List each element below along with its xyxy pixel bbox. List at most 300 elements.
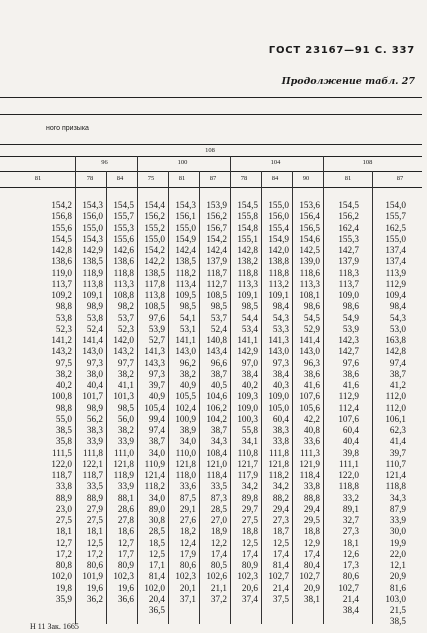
table-cell: 97,6: [148, 312, 165, 323]
table-cell: 102,7: [299, 571, 320, 582]
table-cell: 154,3: [82, 200, 103, 210]
table-cell: 138,5: [175, 256, 196, 267]
table-cell: 143,0: [82, 346, 103, 357]
table-cell: 113,9: [385, 267, 406, 278]
data-column-11: [378, 200, 406, 628]
table-cell: 33,8: [272, 436, 289, 447]
table-cell: 88,1: [117, 492, 134, 503]
table-cell: 155,0: [268, 200, 289, 210]
data-column-1: [44, 200, 72, 605]
table-cell: 141,3: [268, 335, 289, 345]
table-cell: 27,3: [272, 515, 289, 525]
table-cell: 156,4: [299, 211, 320, 222]
table-cell: 102,3: [237, 571, 258, 582]
table-cell: 154,0: [385, 200, 406, 210]
table-cell: 39,7: [148, 380, 165, 390]
table-cell: 101,3: [113, 391, 134, 402]
table-cell: 121,8: [113, 458, 134, 469]
table-cell: 102,4: [175, 402, 196, 413]
table-cell: 101,7: [82, 391, 103, 402]
table-cell: 28,5: [148, 526, 165, 537]
rule-under-title: [0, 114, 422, 115]
table-cell: 23,0: [55, 503, 72, 514]
table-cell: 81,6: [389, 582, 406, 593]
table-cell: 12,5: [241, 537, 258, 548]
table-cell: 98,5: [117, 402, 134, 413]
table-cell: 100,8: [51, 391, 72, 402]
table-cell: 155,7: [113, 211, 134, 222]
table-cell: 122,1: [82, 458, 103, 469]
table-cell: 29,4: [272, 503, 289, 514]
table-cell: 38,3: [86, 425, 103, 435]
table-cell: 88,2: [272, 492, 289, 503]
subheader-2: 78: [86, 175, 94, 182]
table-cell: 96,6: [210, 357, 227, 368]
table-cell: 118,8: [338, 481, 359, 492]
table-cell: 33,6: [303, 436, 320, 447]
table-cell: 142,0: [268, 245, 289, 255]
table-cell: 98,5: [241, 301, 258, 312]
table-cell: 80,6: [179, 560, 196, 570]
table-cell: 103,0: [385, 593, 406, 604]
table-cell: 39,8: [342, 447, 359, 458]
table-cell: 143,0: [299, 346, 320, 357]
table-cell: 98,2: [117, 301, 134, 312]
table-cell: 80,9: [241, 560, 258, 570]
table-cell: 19,9: [389, 537, 406, 548]
table-cell: 40,9: [148, 391, 165, 402]
table-cell: 101,9: [82, 571, 103, 582]
table-cell: 155,6: [113, 233, 134, 244]
table-cell: 34,0: [148, 447, 165, 458]
table-cell: 56,2: [86, 413, 103, 424]
table-cell: 98,8: [55, 301, 72, 312]
table-continuation-title: Продолжение табл. 27: [281, 76, 415, 87]
table-cell: 38,2: [117, 368, 134, 379]
table-cell: 87,3: [210, 492, 227, 503]
table-cell: 102,3: [175, 571, 196, 582]
table-cell: 156,1: [175, 211, 196, 222]
table-cell: 98,5: [179, 301, 196, 312]
table-cell: 17,3: [342, 560, 359, 570]
table-cell: 154,5: [237, 200, 258, 210]
table-cell: 12,5: [86, 537, 103, 548]
table-cell: 118,6: [299, 267, 320, 278]
table-cell: 140,8: [206, 335, 227, 345]
table-cell: 102,3: [113, 571, 134, 582]
table-cell: 17,2: [55, 548, 72, 559]
table-cell: 21,4: [272, 582, 289, 593]
table-cell: 154,3: [175, 200, 196, 210]
table-cell: 21,4: [342, 593, 359, 604]
table-cell: 118,8: [113, 267, 134, 278]
table-cell: 121,7: [237, 458, 258, 469]
table-cell: 121,4: [144, 470, 165, 480]
table-cell: 96,3: [303, 357, 320, 368]
table-cell: 111,0: [114, 447, 134, 458]
table-cell: 111,8: [269, 447, 289, 458]
table-cell: 142,5: [299, 245, 320, 255]
table-cell: 33,5: [210, 481, 227, 492]
table-cell: 100,3: [237, 413, 258, 424]
table-cell: 154,6: [299, 233, 320, 244]
table-cell: 80,4: [303, 560, 320, 570]
table-cell: 108,8: [113, 290, 134, 300]
table-cell: 34,3: [210, 436, 227, 447]
table-cell: 111,1: [339, 458, 359, 469]
table-cell: 97,5: [55, 357, 72, 368]
table-cell: 40,2: [55, 380, 72, 390]
table-cell: 98,9: [86, 402, 103, 413]
table-cell: 162,5: [385, 222, 406, 233]
table-cell: 141,2: [51, 335, 72, 345]
table-cell: 41,6: [303, 380, 320, 390]
table-cell: 142,2: [144, 256, 165, 267]
table-cell: 118,4: [299, 470, 320, 480]
table-cell: 118,8: [268, 267, 289, 278]
table-cell: 17,4: [241, 548, 258, 559]
table-cell: 29,1: [179, 503, 196, 514]
table-cell: 38,3: [272, 425, 289, 435]
table-cell: 54,5: [303, 312, 320, 323]
table-cell: 141,3: [144, 346, 165, 357]
table-cell: 56,0: [117, 413, 134, 424]
table-cell: 113,4: [175, 278, 196, 289]
table-cell: 121,0: [206, 458, 227, 469]
table-cell: 53,9: [148, 323, 165, 334]
table-cell: 139,0: [299, 256, 320, 267]
table-cell: 29,7: [241, 503, 258, 514]
table-cell: 143,2: [113, 346, 134, 357]
data-column-3: [106, 200, 134, 605]
table-cell: 118,4: [206, 470, 227, 480]
table-cell: 38,7: [389, 368, 406, 379]
table-cell: 97,3: [272, 357, 289, 368]
table-cell: 155,1: [237, 233, 258, 244]
table-cell: 60,4: [272, 413, 289, 424]
table-cell: 108,4: [206, 447, 227, 458]
table-cell: 109,0: [268, 391, 289, 402]
table-cell: 155,0: [82, 222, 103, 233]
table-cell: 121,8: [268, 458, 289, 469]
table-cell: 53,3: [272, 323, 289, 334]
table-cell: 81,4: [272, 560, 289, 570]
table-cell: 154,9: [268, 233, 289, 244]
table-cell: 112,9: [338, 391, 359, 402]
table-cell: 27,5: [86, 515, 103, 525]
table-cell: 34,0: [179, 436, 196, 447]
table-cell: 105,6: [299, 402, 320, 413]
table-cell: 153,6: [299, 200, 320, 210]
table-cell: 142,9: [237, 346, 258, 357]
table-cell: 87,5: [179, 492, 196, 503]
table-cell: 112,0: [385, 402, 406, 413]
table-cell: 52,7: [148, 335, 165, 345]
table-cell: 30,0: [389, 526, 406, 537]
table-cell: 104,6: [206, 391, 227, 402]
table-cell: 137,4: [385, 245, 406, 255]
table-cell: 162,4: [338, 222, 359, 233]
table-cell: 88,8: [303, 492, 320, 503]
table-cell: 105,0: [268, 402, 289, 413]
table-cell: 12,1: [389, 560, 406, 570]
table-cell: 37,4: [241, 593, 258, 604]
table-cell: 12,5: [272, 537, 289, 548]
table-cell: 138,8: [268, 256, 289, 267]
table-cell: 97,7: [117, 357, 134, 368]
table-cell: 12,4: [179, 537, 196, 548]
table-cell: 38,9: [179, 425, 196, 435]
table-cell: 88,9: [86, 492, 103, 503]
table-cell: 53,8: [55, 312, 72, 323]
table-cell: 34,0: [148, 492, 165, 503]
table-cell: 143,0: [268, 346, 289, 357]
table-cell: 19,6: [117, 582, 134, 593]
table-cell: 97,3: [86, 357, 103, 368]
table-cell: 154,4: [144, 200, 165, 210]
table-cell: 122,0: [51, 458, 72, 469]
table-cell: 113,7: [338, 278, 359, 289]
table-cell: 52,9: [303, 323, 320, 334]
subheader-8: 84: [271, 175, 279, 182]
table-cell: 109,3: [237, 391, 258, 402]
data-column-7: [230, 200, 258, 605]
table-cell: 17,9: [179, 548, 196, 559]
table-cell: 102,0: [144, 582, 165, 593]
table-cell: 33,2: [342, 492, 359, 503]
table-cell: 52,4: [86, 323, 103, 334]
table-cell: 55,8: [241, 425, 258, 435]
table-cell: 142,7: [338, 245, 359, 255]
table-cell: 18,8: [303, 526, 320, 537]
table-cell: 143,2: [51, 346, 72, 357]
table-cell: 33,9: [117, 481, 134, 492]
table-cell: 38,6: [342, 368, 359, 379]
table-cell: 88,9: [55, 492, 72, 503]
table-cell: 113,3: [299, 278, 320, 289]
table-cell: 18,5: [148, 537, 165, 548]
table-cell: 38,7: [148, 436, 165, 447]
table-cell: 60,4: [342, 425, 359, 435]
table-cell: 100,9: [175, 413, 196, 424]
table-cell: 53,0: [389, 323, 406, 334]
table-cell: 109,1: [82, 290, 103, 300]
column-rule-j: [372, 171, 373, 624]
table-cell: 27,5: [55, 515, 72, 525]
table-cell: 121,9: [299, 458, 320, 469]
table-cell: 98,9: [86, 301, 103, 312]
table-cell: 80,6: [86, 560, 103, 570]
table-cell: 143,4: [206, 346, 227, 357]
table-cell: 38,5: [389, 616, 406, 627]
table-cell: 18,9: [210, 526, 227, 537]
table-cell: 107,6: [338, 413, 359, 424]
table-cell: 99,4: [148, 413, 165, 424]
table-cell: 142,0: [113, 335, 134, 345]
group-label-108: 108: [362, 159, 373, 166]
table-cell: 17,1: [148, 560, 165, 570]
table-cell: 33,9: [86, 436, 103, 447]
table-cell: 155,0: [175, 222, 196, 233]
table-cell: 155,0: [385, 233, 406, 244]
table-cell: 38,4: [272, 368, 289, 379]
data-column-10: [331, 200, 359, 616]
table-cell: 30,8: [148, 515, 165, 525]
table-cell: 155,6: [51, 222, 72, 233]
table-cell: 142,4: [206, 245, 227, 255]
table-cell: 40,8: [303, 425, 320, 435]
table-cell: 113,7: [51, 278, 72, 289]
table-cell: 54,3: [272, 312, 289, 323]
table-cell: 53,9: [342, 323, 359, 334]
table-cell: 54,9: [342, 312, 359, 323]
table-cell: 28,5: [210, 503, 227, 514]
table-cell: 138,6: [113, 256, 134, 267]
standard-reference: ГОСТ 23167—91 С. 337: [268, 45, 415, 56]
table-cell: 39,7: [389, 447, 406, 458]
table-cell: 18,6: [117, 526, 134, 537]
table-cell: 141,4: [82, 335, 103, 345]
table-cell: 156,7: [206, 222, 227, 233]
table-cell: 107,6: [299, 391, 320, 402]
table-cell: 33,6: [179, 481, 196, 492]
table-cell: 81,4: [148, 571, 165, 582]
table-cell: 118,0: [175, 470, 196, 480]
table-cell: 118,2: [175, 267, 196, 278]
table-cell: 17,4: [272, 548, 289, 559]
table-cell: 36,6: [117, 593, 134, 604]
table-cell: 105,4: [144, 402, 165, 413]
table-cell: 12,7: [55, 537, 72, 548]
table-cell: 156,2: [338, 211, 359, 222]
table-cell: 19,6: [86, 582, 103, 593]
table-cell: 33,8: [55, 481, 72, 492]
table-cell: 17,7: [117, 548, 134, 559]
table-cell: 27,0: [210, 515, 227, 525]
table-cell: 155,4: [268, 222, 289, 233]
table-cell: 154,5: [338, 200, 359, 210]
table-cell: 12,6: [342, 548, 359, 559]
table-cell: 18,7: [272, 526, 289, 537]
table-cell: 98,4: [272, 301, 289, 312]
table-cell: 110,0: [175, 447, 196, 458]
table-cell: 53,1: [179, 323, 196, 334]
table-cell: 40,2: [241, 380, 258, 390]
table-cell: 80,8: [55, 560, 72, 570]
table-cell: 97,0: [241, 357, 258, 368]
table-cell: 22,0: [389, 548, 406, 559]
table-cell: 154,2: [51, 200, 72, 210]
table-cell: 156,0: [268, 211, 289, 222]
table-cell: 96,2: [179, 357, 196, 368]
rule-top: [0, 97, 422, 98]
table-cell: 32,7: [342, 515, 359, 525]
data-column-6: [199, 200, 227, 605]
table-cell: 154,2: [206, 233, 227, 244]
group-label-100: 100: [177, 159, 188, 166]
group-label-96: 96: [101, 159, 108, 166]
table-cell: 102,7: [338, 582, 359, 593]
table-cell: 37,2: [210, 593, 227, 604]
table-cell: 80,9: [117, 560, 134, 570]
table-cell: 27,6: [179, 515, 196, 525]
table-cell: 142,4: [175, 245, 196, 255]
table-cell: 21,5: [389, 605, 406, 615]
table-cell: 113,2: [268, 278, 289, 289]
table-cell: 142,7: [338, 346, 359, 357]
table-cell: 33,5: [86, 481, 103, 492]
table-cell: 52,3: [117, 323, 134, 334]
group-row-top-rule: [0, 156, 422, 157]
table-cell: 109,1: [237, 290, 258, 300]
column-rule-i: [323, 156, 324, 624]
table-cell: 38,2: [55, 368, 72, 379]
table-cell: 42,2: [303, 413, 320, 424]
table-cell: 113,8: [82, 278, 103, 289]
table-cell: 38,7: [210, 425, 227, 435]
table-cell: 97,4: [148, 425, 165, 435]
table-cell: 41,4: [389, 436, 406, 447]
table-cell: 106,2: [206, 402, 227, 413]
table-cell: 38,0: [86, 368, 103, 379]
subheader-top-rule: [0, 171, 422, 172]
table-cell: 12,5: [148, 548, 165, 559]
table-cell: 155,3: [113, 222, 134, 233]
table-cell: 52,3: [55, 323, 72, 334]
table-cell: 18,1: [342, 537, 359, 548]
table-cell: 155,3: [338, 233, 359, 244]
data-column-9: [292, 200, 320, 605]
table-cell: 141,1: [175, 335, 196, 345]
table-cell: 89,1: [342, 503, 359, 514]
table-cell: 109,5: [175, 290, 196, 300]
table-cell: 138,6: [51, 256, 72, 267]
page-header: [0, 0, 427, 120]
table-cell: 163,8: [385, 335, 406, 345]
table-cell: 117,9: [237, 470, 258, 480]
table-cell: 118,3: [338, 267, 359, 278]
table-cell: 137,9: [338, 256, 359, 267]
table-cell: 142,8: [385, 346, 406, 357]
table-cell: 141,1: [237, 335, 258, 345]
table-cell: 142,3: [338, 335, 359, 345]
table-top-rule: [0, 144, 422, 145]
table-cell: 156,0: [82, 211, 103, 222]
table-cell: 143,0: [175, 346, 196, 357]
table-cell: 122,0: [338, 470, 359, 480]
subheader-1: 81: [34, 175, 42, 182]
table-cell: 109,0: [237, 402, 258, 413]
table-cell: 98,6: [342, 301, 359, 312]
table-cell: 102,6: [206, 571, 227, 582]
table-cell: 118,9: [82, 267, 103, 278]
table-cell: 35,9: [55, 593, 72, 604]
table-cell: 113,8: [144, 290, 165, 300]
data-column-8: [261, 200, 289, 605]
table-cell: 20,1: [179, 582, 196, 593]
table-cell: 38,2: [117, 425, 134, 435]
header-group-top: 108: [205, 147, 215, 154]
table-cell: 156,2: [144, 211, 165, 222]
table-cell: 108,5: [206, 290, 227, 300]
footer-text: Н 11 Зак. 1665: [30, 622, 79, 631]
table-cell: 80,6: [342, 571, 359, 582]
table-cell: 112,7: [206, 278, 227, 289]
table-cell: 109,0: [338, 290, 359, 300]
table-cell: 87,9: [389, 503, 406, 514]
table-cell: 142,9: [82, 245, 103, 255]
table-cell: 36,5: [148, 605, 165, 615]
